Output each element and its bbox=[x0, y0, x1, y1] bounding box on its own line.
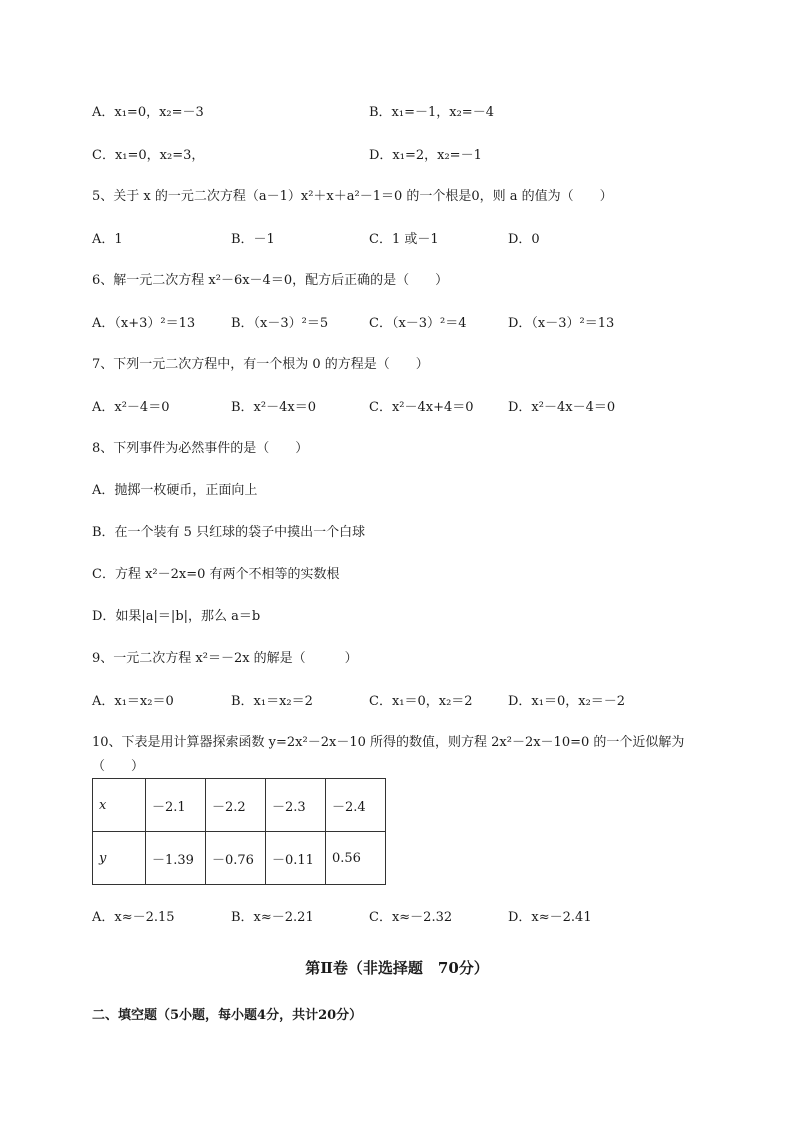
q6-option-a: A．（x+3）²＝13 bbox=[92, 316, 196, 331]
q10-stem-paren: （ ） bbox=[92, 759, 145, 774]
q10-stem: 10、下表是用计算器探索函数 y=2x²－2x－10 所得的数值，则方程 2x²－2x－10=0 的一个近似解为 bbox=[92, 735, 685, 750]
q8-option-a: A．抛掷一枚硬币，正面向上 bbox=[92, 483, 258, 498]
q9-option-a: A．x₁＝x₂＝0 bbox=[92, 694, 174, 709]
table-cell-y-header: y bbox=[93, 832, 146, 885]
q10-option-a: A．x≈－2.15 bbox=[92, 910, 175, 925]
q5-option-a: A．1 bbox=[92, 232, 123, 247]
q5-stem: 5、关于 x 的一元二次方程（a－1）x²＋x＋a²－1＝0 的一个根是0，则 a 的值为（ ） bbox=[92, 189, 613, 204]
q10-value-table bbox=[92, 778, 386, 885]
table-cell: －2.4 bbox=[326, 779, 386, 832]
q10-option-d: D．x≈－2.41 bbox=[508, 910, 592, 925]
q10-option-c: C．x≈－2.32 bbox=[369, 910, 453, 925]
q7-stem: 7、下列一元二次方程中，有一个根为 0 的方程是（ ） bbox=[92, 357, 429, 372]
q8-option-b: B．在一个装有 5 只红球的袋子中摸出一个白球 bbox=[92, 525, 366, 540]
q7-option-c: C．x²－4x+4＝0 bbox=[369, 400, 474, 415]
q6-option-b: B．（x－3）²＝5 bbox=[231, 316, 329, 331]
q9-stem: 9、一元二次方程 x²＝－2x 的解是（ ） bbox=[92, 651, 358, 666]
q6-option-c: C．（x－3）²＝4 bbox=[369, 316, 467, 331]
table-cell: －2.3 bbox=[266, 779, 326, 832]
q9-option-c: C．x₁＝0，x₂＝2 bbox=[369, 694, 473, 709]
table-cell: 0.56 bbox=[326, 832, 386, 885]
q8-option-d: D．如果|a|＝|b|，那么 a＝b bbox=[92, 609, 261, 624]
table-cell: －0.76 bbox=[206, 832, 266, 885]
q6-option-d: D．（x－3）²＝13 bbox=[508, 316, 615, 331]
q4-option-a: A．x₁=0，x₂=－3 bbox=[92, 105, 204, 120]
q8-stem: 8、下列事件为必然事件的是（ ） bbox=[92, 441, 309, 456]
table-row bbox=[93, 779, 386, 832]
q9-option-b: B．x₁＝x₂＝2 bbox=[231, 694, 313, 709]
q4-option-d: D．x₁=2，x₂=－1 bbox=[369, 148, 482, 163]
q8-option-c: C．方程 x²－2x=0 有两个不相等的实数根 bbox=[92, 567, 340, 582]
section2-heading: 二、填空题（5小题，每小题4分，共计20分） bbox=[92, 1008, 363, 1023]
q6-stem: 6、解一元二次方程 x²－6x－4＝0，配方后正确的是（ ） bbox=[92, 273, 449, 288]
q5-option-c: C．1 或－1 bbox=[369, 232, 439, 247]
q5-option-d: D．0 bbox=[508, 232, 540, 247]
table-cell-x-header: x bbox=[93, 779, 146, 832]
table-cell: －1.39 bbox=[146, 832, 206, 885]
q7-option-b: B．x²－4x＝0 bbox=[231, 400, 316, 415]
table-row bbox=[93, 832, 386, 885]
q4-option-b: B．x₁=－1，x₂=－4 bbox=[369, 105, 494, 120]
q10-option-b: B．x≈－2.21 bbox=[231, 910, 314, 925]
q7-option-a: A．x²－4＝0 bbox=[92, 400, 170, 415]
part2-heading: 第Ⅱ卷（非选择题 70分） bbox=[305, 959, 489, 977]
q7-option-d: D．x²－4x－4＝0 bbox=[508, 400, 616, 415]
q9-option-d: D．x₁＝0，x₂＝－2 bbox=[508, 694, 626, 709]
table-cell: －0.11 bbox=[266, 832, 326, 885]
q5-option-b: B．－1 bbox=[231, 232, 275, 247]
q4-option-c: C．x₁=0，x₂=3， bbox=[92, 148, 205, 163]
table-cell: －2.1 bbox=[146, 779, 206, 832]
table-cell: －2.2 bbox=[206, 779, 266, 832]
